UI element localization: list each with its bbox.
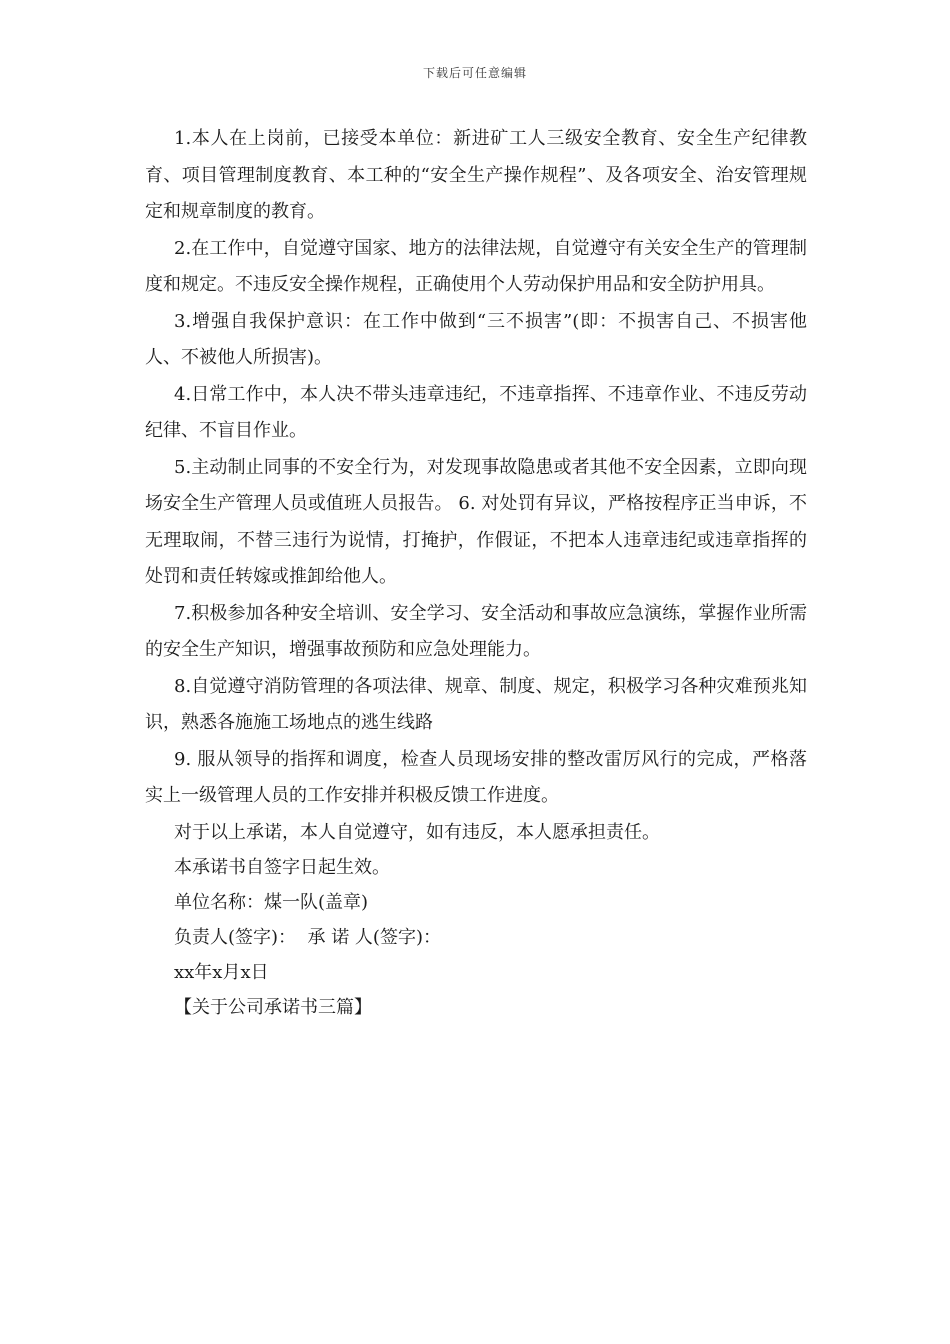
page-header: 下载后可任意编辑 [422, 66, 527, 80]
closing-statement: 对于以上承诺，本人自觉遵守，如有违反，本人愿承担责任。 [174, 821, 660, 843]
clause-9: 9. 服从领导的指挥和调度，检查人员现场安排的整改雷厉风行的完成，严格落实上一级管理人员的工作安排并积极反馈工作进度。 [145, 748, 807, 806]
effective-statement: 本承诺书自签字日起生效。 [174, 856, 390, 878]
clause-3: 3.增强自我保护意识：在工作中做到“三不损害”(即：不损害自己、不损害他人、不被他人所损害)。 [145, 310, 807, 368]
related-title: 【关于公司承诺书三篇】 [174, 996, 372, 1018]
clause-8: 8.自觉遵守消防管理的各项法律、规章、制度、规定，积极学习各种灾难预兆知识，熟悉各施施工场地点的逃生线路 [145, 675, 807, 733]
clause-2: 2.在工作中，自觉遵守国家、地方的法律法规，自觉遵守有关安全生产的管理制度和规定。不违反安全操作规程，正确使用个人劳动保护用品和安全防护用具。 [145, 237, 807, 295]
unit-name: 单位名称：煤一队(盖章) [174, 891, 369, 913]
clause-4: 4.日常工作中，本人决不带头违章违纪，不违章指挥、不违章作业、不违反劳动纪律、不盲目作业。 [145, 383, 807, 441]
signature-line: 负责人(签字)： 承 诺 人(签字)： [174, 926, 441, 948]
clause-5-6: 5.主动制止同事的不安全行为，对发现事故隐患或者其他不安全因素，立即向现场安全生产管理人员或值班人员报告。 6. 对处罚有异议，严格按程序正当申诉，不无理取闹，不替三违行为说情，打掩护，作假证，不把本人违章违纪或违章指挥的处罚和责任转嫁或推卸给他人。 [145, 456, 807, 587]
clause-7: 7.积极参加各种安全培训、安全学习、安全活动和事故应急演练，掌握作业所需的安全生产知识，增强事故预防和应急处理能力。 [145, 602, 807, 660]
clause-1: 1.本人在上岗前，已接受本单位：新进矿工人三级安全教育、安全生产纪律教育、项目管理制度教育、本工种的“安全生产操作规程”、及各项安全、治安管理规定和规章制度的教育。 [145, 128, 807, 222]
date-line: xx年x月x日 [174, 961, 269, 983]
document-body [145, 121, 807, 1025]
